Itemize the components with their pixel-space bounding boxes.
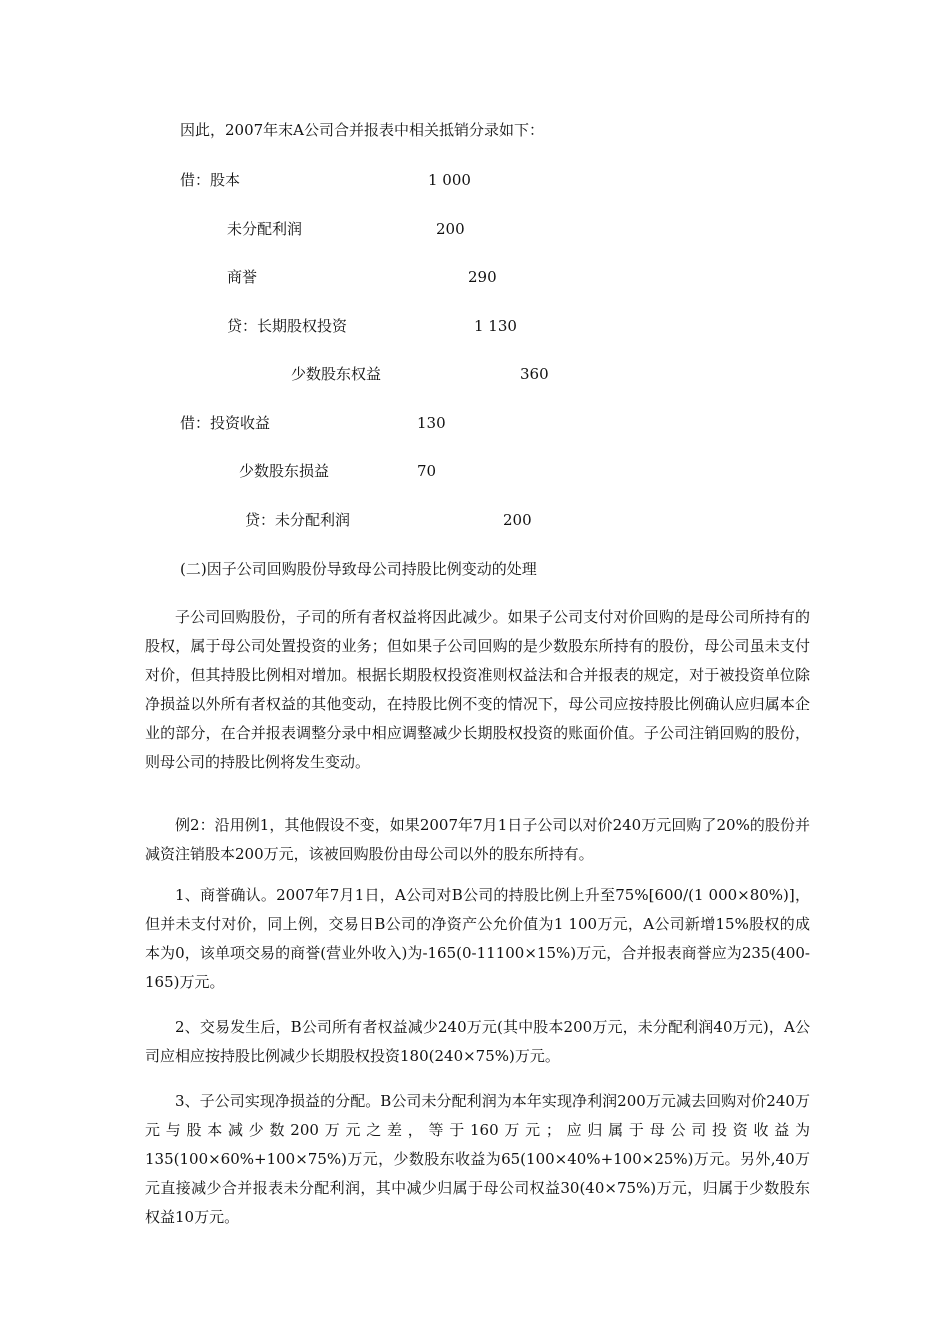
entry-label: 借：股本: [180, 171, 241, 189]
entry-amount: 360: [520, 365, 549, 383]
entry-label: 借：投资收益: [180, 414, 271, 432]
paragraph: 2、交易发生后，B公司所有者权益减少240万元(其中股本200万元，未分配利润40万元)，A公司应相应按持股比例减少长期股权投资180(240×75%)万元。: [145, 1018, 810, 1065]
entry-amount: 1 130: [474, 317, 517, 335]
entry-label: 少数股东权益: [291, 365, 382, 383]
entry-label: 贷：长期股权投资: [227, 317, 348, 335]
paragraph: 1、商誉确认。2007年7月1日，A公司对B公司的持股比例上升至75%[600/(1 000×80%)]，但并未支付对价，同上例，交易日B公司的净资产公允价值为1 100万元，A公司新增15%股权的成本为0，该单项交易的商誉(营业外收入)为-165(0-11100×15%)万元，合并报表商誉应为235(400-165)万元。: [145, 886, 810, 991]
paragraph: 3、子公司实现净损益的分配。B公司未分配利润为本年实现净利润200万元减去回购对价240万元与股本减少数200万元之差，等于160万元；应归属于母公司投资收益为135(100×60%+100×75%)万元，少数股东收益为65(100×40%+100×25%)万元。另外,40万元直接减少合并报表未分配利润，其中减少归属于母公司权益30(40×75%)万元，归属于少数股东权益10万元。: [145, 1092, 810, 1226]
entry-amount: 1 000: [428, 171, 471, 189]
entry-label: 贷：未分配利润: [245, 511, 351, 529]
section-heading: (二)因子公司回购股份导致母公司持股比例变动的处理: [180, 560, 537, 578]
entry-label: 未分配利润: [227, 220, 303, 238]
entry-label: 商誉: [227, 268, 258, 286]
entry-amount: 290: [468, 268, 497, 286]
paragraph: 例2：沿用例1，其他假设不变，如果2007年7月1日子公司以对价240万元回购了20%的股份并减资注销股本200万元，该被回购股份由母公司以外的股东所持有。: [145, 816, 810, 863]
paragraph: 子公司回购股份，子司的所有者权益将因此减少。如果子公司支付对价回购的是母公司所持有的股权，属于母公司处置投资的业务；但如果子公司回购的是少数股东所持有的股份，母公司虽未支付对价，但其持股比例相对增加。根据长期股权投资准则权益法和合并报表的规定，对于被投资单位除净损益以外所有者权益的其他变动，在持股比例不变的情况下，母公司应按持股比例确认应归属本企业的部分，在合并报表调整分录中相应调整减少长期股权投资的账面价值。子公司注销回购的股份，则母公司的持股比例将发生变动。: [145, 608, 810, 771]
entry-amount: 130: [417, 414, 446, 432]
entry-label: 少数股东损益: [239, 462, 330, 480]
intro-line: 因此，2007年末A公司合并报表中相关抵销分录如下：: [180, 121, 545, 139]
entry-amount: 70: [417, 462, 437, 480]
entry-amount: 200: [436, 220, 465, 238]
entry-amount: 200: [503, 511, 532, 529]
